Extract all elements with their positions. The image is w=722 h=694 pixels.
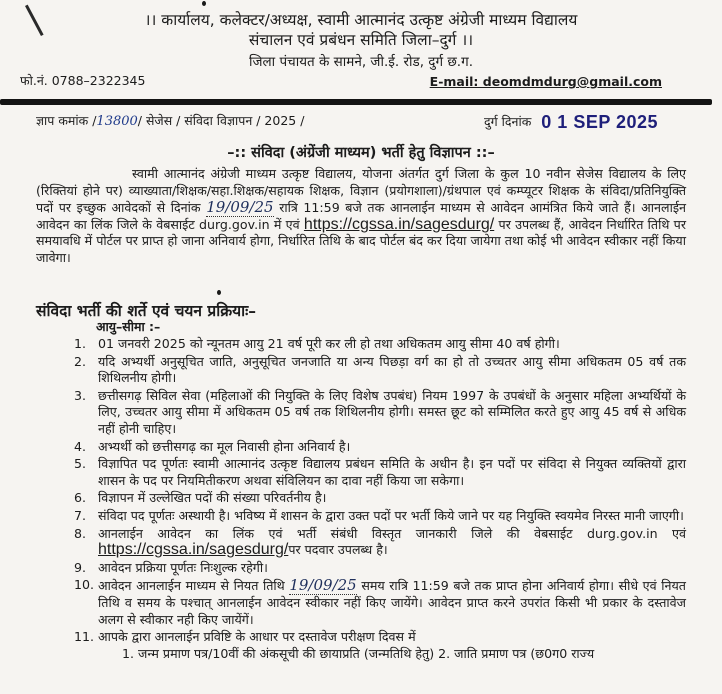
item-text: संविदा पद पूर्णतः अस्थायी है। भविष्य में शासन के द्वारा उक्त पदों पर भर्ती किये जाने पर यह नियुक्ति स्वयमेव निरस्त मानी जाएगी। <box>98 507 684 523</box>
portal-link[interactable]: https://cgssa.in/sagesdurg/ <box>98 541 289 559</box>
item-text: 01 जनवरी 2025 को न्यूनतम आयु 21 वर्ष पूरी कर ली हो तथा अधिकतम आयु सीमा 40 वर्ष होगी। <box>98 336 560 351</box>
condition-item <box>74 508 686 525</box>
ink-dot <box>202 1 206 6</box>
condition-item <box>74 629 686 662</box>
condition-item <box>74 526 686 559</box>
header-address-line: जिला पंचायत के सामने, जी.ई. रोड, दुर्ग छ.ग. <box>249 54 473 70</box>
item-text: आवेदन आनलाईन माध्यम से नियत तिथि <box>98 578 285 594</box>
ref-suffix: / सेजेस / संविदा विज्ञापन / 2025 / <box>137 113 305 128</box>
date-label: दुर्ग दिनांक <box>484 114 532 129</box>
item-number: 6. <box>74 490 87 506</box>
item-number: 2. <box>74 353 87 369</box>
condition-item <box>74 490 686 507</box>
handwritten-deadline: 19/09/25 <box>289 576 357 595</box>
item-number: 10. <box>74 577 95 593</box>
condition-item <box>74 354 686 387</box>
item-text: यदि अभ्यर्थी अनुसूचित जाति, अनुसूचित जनजाति या अन्य पिछड़ा वर्ग का हो तो उच्चतर आयु सीमा अधिकतम 05 वर्ष तक शिथिलनीय होगी। <box>98 353 686 386</box>
item-text: आपके द्वारा आनलाईन प्रविष्टि के आधार पर दस्तावेज परीक्षण दिवस में <box>98 629 416 645</box>
item-text: विज्ञापित पद पूर्णतः स्वामी आत्मानंद उत्कृष्ट विद्यालय प्रबंधन समिति के अधीन है। इन पदों पर संविदा से नियुक्त व्यक्तियों द्वारा शासन के पद पर नियमितीकरण अथवा संविलियन का दावा नहीं किया जा सकेगा। <box>98 456 686 488</box>
item-number: 4. <box>74 438 87 454</box>
item-text: आवेदन प्रक्रिया पूर्णतः निःशुल्क रहेगी। <box>98 559 268 575</box>
condition-item <box>74 336 686 353</box>
item-text: विज्ञापन में उल्लेखित पदों की संख्या परिवर्तनीय है। <box>98 490 327 506</box>
intro-text-2: रात्रि 11:59 बजे तक आनलाईन माध्यम से आवेदन आमंत्रित किये जाते हैं। आनलाईन आवेदन का लिंक जिले के वेबसाईट durg.gov.in में एवं <box>36 200 687 232</box>
email-address[interactable]: E-mail: deomdmdurg@gmail.com <box>429 74 662 89</box>
conditions-list <box>74 336 686 663</box>
condition-item <box>74 439 686 456</box>
item-text: छत्तीसगढ़ सिविल सेवा (महिलाओं की नियुक्ति के लिए विशेष उपबंध) नियम 1997 के उपबंधों के अनुसार महिला अभ्यर्थियों के लिए, उच्चतर आयु सीमा में अधिकतम 05 वर्ष तक शिथिलनीय होगी। समस्त छूट को सम्मिलित करते हुए आयु 45 वर्ष से अधिक नहीं होनी चाहिए। <box>98 387 686 436</box>
item-text: आनलाईन आवेदन का लिंक एवं भर्ती संबंधी विस्तृत जानकारी जिले की वेबसाईट durg.gov.in एवं <box>98 525 686 541</box>
intro-text-1: स्वामी आत्मानंद अंग्रेजी माध्यम उत्कृष्ट विद्यालय, योजना अंतर्गत दुर्ग जिला के कुल 10 नवीन सेजेस विद्यालय के लिए (रिक्तियां होने पर) व्याख्याता/शिक्षक/सहा.शिक्षक/सहायक शिक्षक, विज्ञान (प्रयोगशाला)/ग्रंथपाल एवं कम्प्यूटर शिक्षक के संविदा/प्रतिनियुक्ति पदों पर इच्छुक आवेदकों से दिनांक <box>36 166 686 215</box>
condition-item <box>74 456 686 489</box>
intro-text-3: पर उपलब्ध हैं, आवेदन निर्धारित तिथि पर समयावधि में पोर्टल पर प्राप्त हो जाना अनिवार्य होगा, निर्धारित तिथि के बाद पोर्टल बंद कर दिया जायेगा तथा कोई भी आवेदन स्वीकार नहीं किया जावेगा। <box>36 216 686 265</box>
condition-item <box>74 388 686 438</box>
item-number: 9. <box>74 559 87 575</box>
conditions-heading: संविदा भर्ती की शर्ते एवं चयन प्रक्रियाः– <box>36 302 257 320</box>
reference-number <box>36 112 304 129</box>
item-text: अभ्यर्थी को छत्तीसगढ़ का मूल निवासी होना अनिवार्य है। <box>98 438 351 454</box>
item-number: 1. <box>74 336 87 351</box>
item-number: 5. <box>74 456 87 472</box>
item-text-after: पर पदवार उपलब्ध है। <box>288 542 388 558</box>
header-committee-line: संचालन एवं प्रबंधन समिति जिला–दुर्ग ।। <box>248 31 474 49</box>
date-stamp: 0 1 SEP 2025 <box>541 112 659 132</box>
condition-item <box>74 577 686 628</box>
header-divider <box>0 99 712 105</box>
item-number: 3. <box>74 387 87 403</box>
intro-paragraph <box>36 166 686 266</box>
item-number: 11. <box>74 629 95 645</box>
handwritten-deadline: 19/09/25 <box>206 198 274 216</box>
ref-prefix: ज्ञाप कमांक / <box>36 113 97 128</box>
ref-handwritten-number: 13800 <box>96 114 138 129</box>
notice-title: –:: संविदा (अंग्रेंजी माध्यम) भर्ती हेतु विज्ञापन ::– <box>227 145 495 161</box>
condition-item <box>74 560 686 577</box>
age-limit-heading: आयु–सीमा :– <box>96 319 161 334</box>
issue-date <box>484 112 658 133</box>
ink-dot <box>217 290 221 295</box>
item-number: 7. <box>74 507 87 523</box>
header-office-line: ।। कार्यालय, कलेक्टर/अध्यक्ष, स्वामी आत्मानंद उत्कृष्ट अंग्रेजी माध्यम विद्यालय <box>144 11 578 29</box>
phone-number: फो.नं. 0788–2322345 <box>20 73 146 88</box>
item-number: 8. <box>74 525 87 541</box>
portal-link[interactable]: https://cgssa.in/sagesdurg/ <box>303 215 495 233</box>
item-text-after: समय रात्रि 11:59 बजे तक प्राप्त होना अनिवार्य होगा। सीधे एवं नियत तिथि व समय के पश्चात् आनलाईन आवेदन स्वीकार नहीं किए जायेंगे। आवेदन प्राप्त करने उपरांत किसी भी प्रकार के दस्तावेज अलग से स्वीकार नही किए जायेंगें। <box>98 578 686 627</box>
document-list-line: 1. जन्म प्रमाण पत्र/10वीं की अंकसूची की छायाप्रति (जन्मतिथि हेतु) 2. जाति प्रमाण पत्र (छ0ग0 राज्य <box>122 645 595 661</box>
